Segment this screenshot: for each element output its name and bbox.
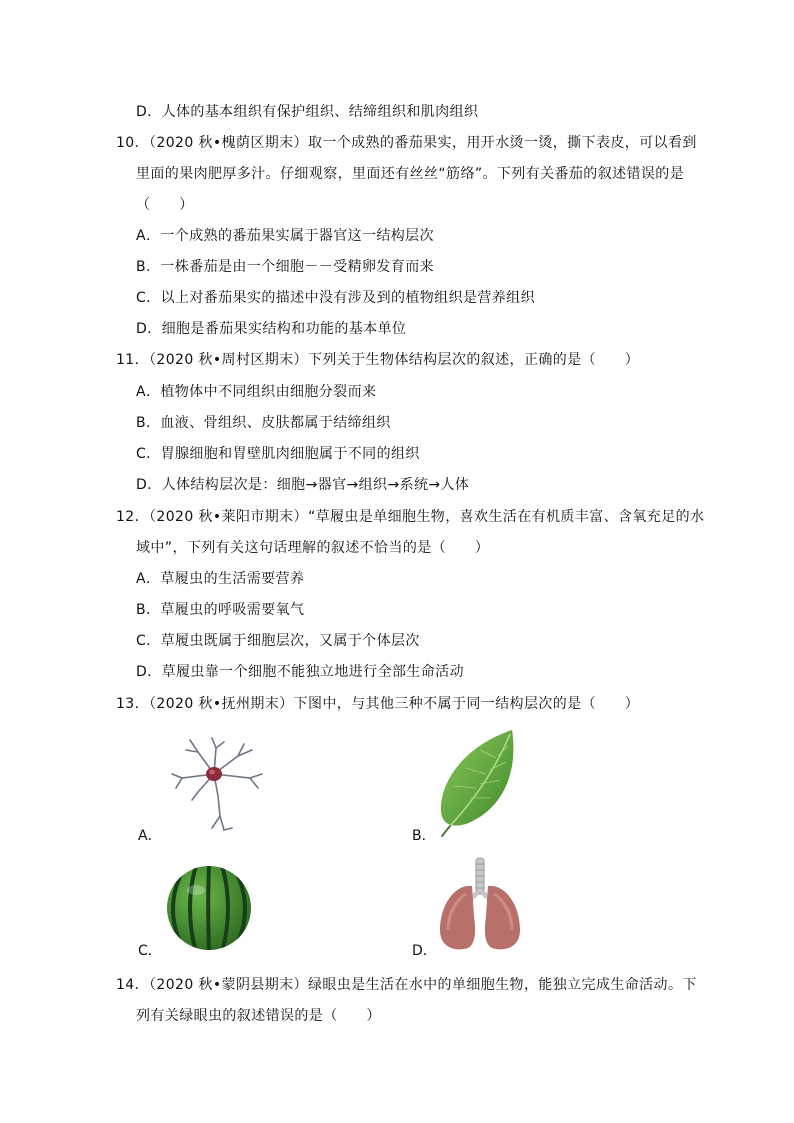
q11-option-a: A．植物体中不同组织由细胞分裂而来: [136, 384, 377, 400]
q10-stem-line3: （ ）: [136, 197, 194, 213]
q13-figure-b-label: B．: [412, 828, 436, 844]
q10-option-a: A．一个成熟的番茄果实属于器官这一结构层次: [136, 228, 434, 244]
q10-option-d: D．细胞是番茄果实结构和功能的基本单位: [136, 321, 407, 337]
q14-stem-line1: 14．（2020 秋•蒙阴县期末）绿眼虫是生活在水中的单细胞生物，能独立完成生命活动。下: [116, 977, 697, 993]
q10-stem-line2: 里面的果肉肥厚多汁。仔细观察，里面还有丝丝“筋络”。下列有关番茄的叙述错误的是: [136, 166, 685, 182]
q12-stem-line1: 12．（2020 秋•莱阳市期末）“草履虫是单细胞生物，喜欢生活在有机质丰富、含氧充足的水: [116, 509, 705, 525]
q11-option-b: B．血液、骨组织、皮肤都属于结缔组织: [136, 415, 391, 431]
leaf-image: [436, 728, 518, 838]
q11-stem: 11．（2020 秋•周村区期末）下列关于生物体结构层次的叙述，正确的是（ ）: [116, 352, 640, 368]
q11-option-d: D．人体结构层次是：细胞→器官→组织→系统→人体: [136, 477, 470, 493]
q11-option-c: C．胃腺细胞和胃壁肌肉细胞属于不同的组织: [136, 446, 420, 462]
q9-option-d: D．人体的基本组织有保护组织、结缔组织和肌肉组织: [136, 104, 479, 120]
q12-option-b: B．草履虫的呼吸需要氧气: [136, 602, 305, 618]
neuron-image: [168, 734, 264, 834]
q12-option-a: A．草履虫的生活需要营养: [136, 571, 305, 587]
q10-stem-line1: 10．（2020 秋•槐荫区期末）取一个成熟的番茄果实，用开水烫一烫，撕下表皮，可以看到: [116, 135, 697, 151]
q10-option-c: C．以上对番茄果实的描述中没有涉及到的植物组织是营养组织: [136, 290, 535, 306]
q14-stem-line2: 列有关绿眼虫的叙述错误的是（ ）: [136, 1008, 381, 1024]
q13-figure-c-label: C．: [138, 943, 162, 959]
q13-figure-a-label: A．: [138, 828, 162, 844]
lungs-image: [436, 854, 524, 954]
q10-option-b: B．一株番茄是由一个细胞－－受精卵发育而来: [136, 259, 435, 275]
q13-figure-d-label: D．: [412, 943, 437, 959]
q12-option-c: C．草履虫既属于细胞层次，又属于个体层次: [136, 633, 420, 649]
q12-option-d: D．草履虫靠一个细胞不能独立地进行全部生命活动: [136, 664, 464, 680]
q13-stem: 13．（2020 秋•抚州期末）下图中，与其他三种不属于同一结构层次的是（ ）: [116, 696, 640, 712]
watermelon-image: [164, 862, 254, 954]
q12-stem-line2: 域中”，下列有关这句话理解的叙述不恰当的是（ ）: [136, 540, 490, 556]
